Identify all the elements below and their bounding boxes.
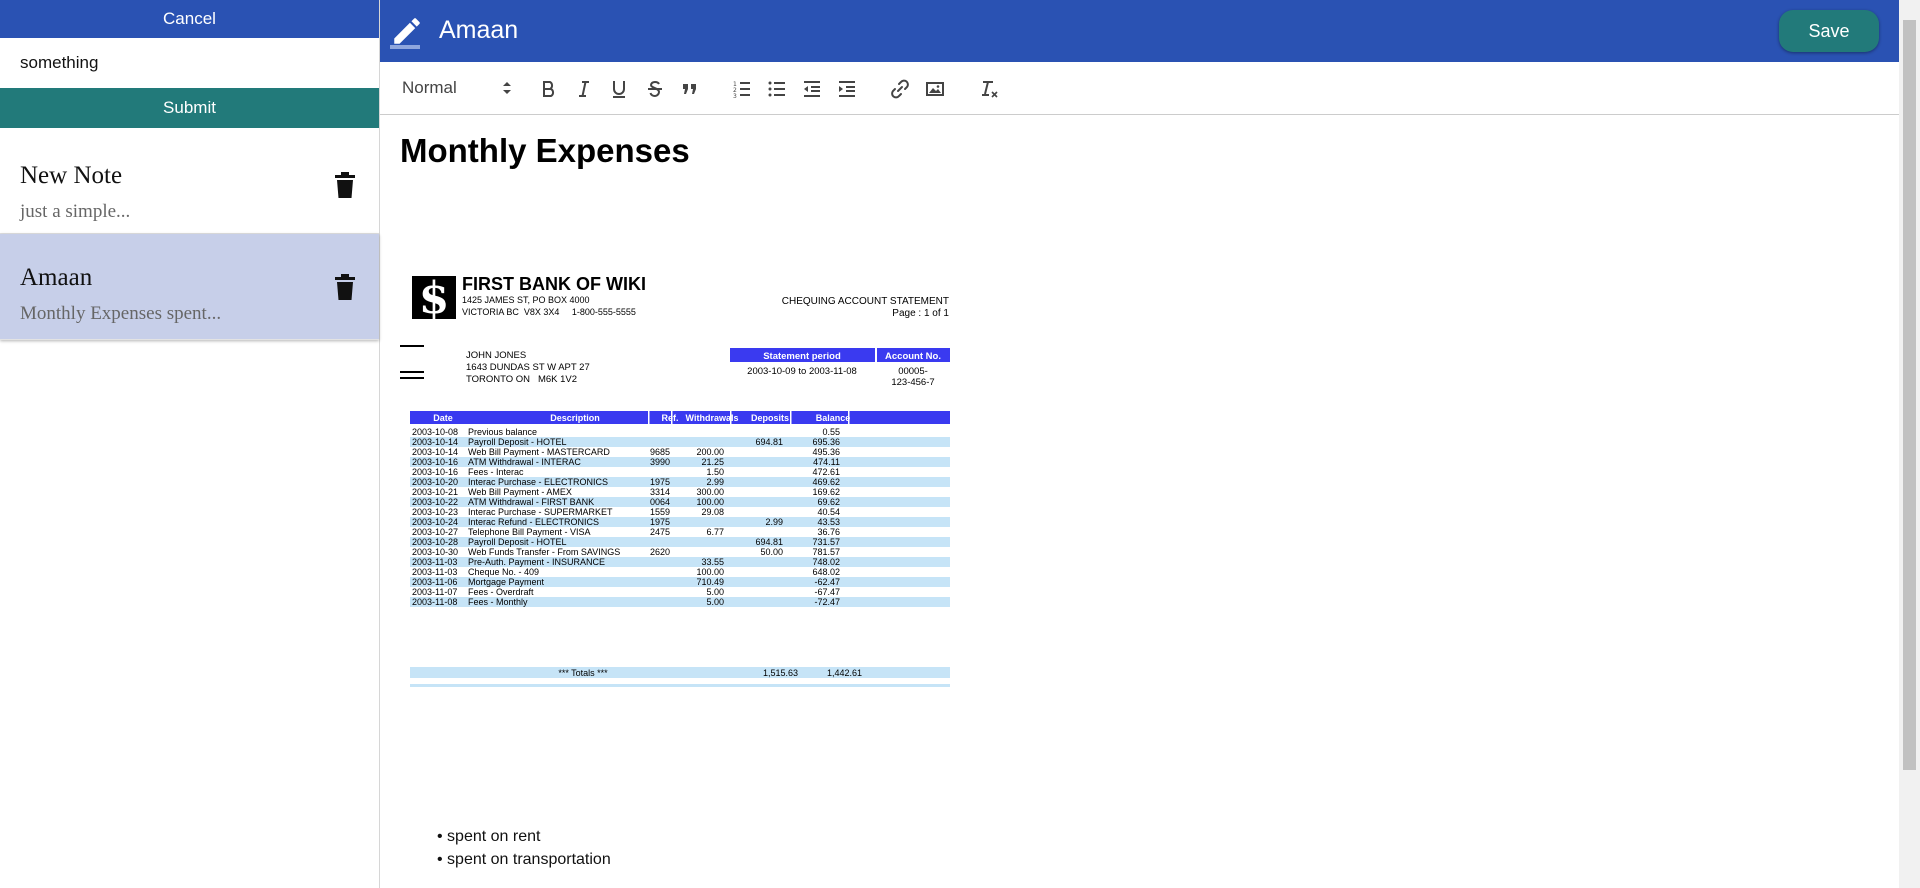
statement-cell: 2003-10-14 [412,437,459,447]
statement-cell: 100.00 [696,567,724,577]
outdent-icon [802,79,822,99]
scrollbar-thumb[interactable] [1903,20,1916,770]
bank-statement-image [400,257,950,687]
statement-cell: 2003-11-03 [412,557,458,567]
indent-icon [837,79,857,99]
statement-cell: Web Bill Payment - AMEX [468,487,572,497]
statement-cell: 2475 [650,527,671,537]
note-heading: Amaan [439,16,519,44]
indent-button[interactable] [834,76,860,102]
image-button[interactable] [922,76,948,102]
account-header: Account No. [885,351,941,362]
underline-button[interactable] [606,76,632,102]
statement-cell: 2003-10-16 [412,457,459,467]
statement-cell: Web Bill Payment - MASTERCARD [468,447,610,457]
statement-cell: 694.81 [755,437,783,447]
statement-cell: 2003-10-22 [412,497,459,507]
fold-mark [400,371,424,373]
statement-cell: 495.36 [812,447,840,457]
strike-button[interactable] [642,76,668,102]
total-withdrawals: 1,515.63 [762,668,798,678]
statement-cell: 2003-10-14 [412,447,459,457]
statement-period: 2003-10-09 to 2003-11-08 [747,366,857,377]
ordered-list-icon [732,79,752,99]
trash-icon[interactable] [334,172,356,198]
statement-cell: -72.47 [814,597,840,607]
account-number-2: 123-456-7 [891,377,935,388]
statement-cell: -62.47 [814,577,840,587]
column-header: Deposits [750,413,790,423]
statement-cell: 731.57 [812,537,840,547]
note-item-preview: Monthly Expenses spent... [20,303,222,324]
bank-address-line-1: 1425 JAMES ST, PO BOX 4000 [462,295,590,305]
italic-button[interactable] [571,76,597,102]
statement-cell: Interac Purchase - SUPERMARKET [468,507,613,517]
format-select-value: Normal [402,78,457,97]
statement-cell: 648.02 [812,567,840,577]
statement-cell: 36.76 [817,527,840,537]
statement-cell: 748.02 [812,557,840,567]
statement-cell: 710.49 [696,577,724,587]
statement-cell: 5.00 [706,587,724,597]
format-select[interactable] [402,76,512,100]
statement-cell: Fees - Interac [468,467,524,477]
notes-sidebar [0,0,380,888]
customer-address-line-1: 1643 DUNDAS ST W APT 27 [466,362,590,373]
quote-icon [680,79,700,99]
statement-cell: 2003-10-30 [412,547,459,557]
column-header: Balance [815,413,851,423]
statement-cell: 33.55 [701,557,724,567]
blockquote-button[interactable] [677,76,703,102]
statement-cell: 2003-10-23 [412,507,459,517]
customer-address-line-2: TORONTO ON M6K 1V2 [466,374,578,385]
statement-cell: 100.00 [696,497,724,507]
statement-cell: Fees - Monthly [468,597,528,607]
statement-cell: 2003-11-06 [412,577,458,587]
outdent-button[interactable] [799,76,825,102]
statement-cell: 2003-10-21 [412,487,459,497]
statement-cell: 43.53 [817,517,840,527]
statement-cell: 2.99 [765,517,783,527]
clear-formatting-icon [980,79,1000,99]
bold-button[interactable] [536,76,562,102]
column-header: Ref. [661,413,679,423]
italic-icon [574,79,594,99]
select-arrows-icon [502,80,512,96]
statement-cell: 1975 [650,477,671,487]
note-list-item-active[interactable] [0,234,379,340]
statement-cell: -67.47 [814,587,840,597]
note-title-input[interactable] [0,38,379,88]
editor-content[interactable] [380,115,1899,888]
document-title: Monthly Expenses [400,132,690,169]
page-scrollbar[interactable] [1899,0,1920,888]
statement-cell: 694.81 [755,537,783,547]
fold-mark [400,345,424,347]
statement-cell: 781.57 [812,547,840,557]
column-separator [648,411,650,424]
statement-cell: 300.00 [696,487,724,497]
statement-cell: Payroll Deposit - HOTEL [468,437,567,447]
statement-cell: Fees - Overdraft [468,587,534,597]
statement-cell: Payroll Deposit - HOTEL [468,537,567,547]
statement-cell: 474.11 [813,457,840,467]
statement-cell: Interac Refund - ELECTRONICS [468,517,600,527]
note-item-title: Amaan [20,264,93,291]
note-item-preview: just a simple... [20,201,131,222]
bullet-list-icon [767,79,787,99]
statement-cell: ATM Withdrawal - INTERAC [468,457,581,467]
statement-cell: 2003-10-08 [412,427,459,437]
period-header: Statement period [763,351,841,362]
statement-cell: 50.00 [760,547,783,557]
trash-icon[interactable] [334,274,356,300]
link-button[interactable] [887,76,913,102]
bold-icon [539,79,559,99]
svg-text:$: $ [418,273,450,324]
strikethrough-icon [645,79,665,99]
account-number-1: 00005- [898,366,928,377]
statement-cell: 29.08 [701,507,724,517]
save-button[interactable]: Save [1779,10,1879,52]
column-header: Description [550,413,600,423]
ordered-list-button[interactable] [729,76,755,102]
statement-cell: 2003-11-07 [412,587,458,597]
image-icon [925,79,945,99]
underline-icon [609,79,629,99]
statement-cell: 200.00 [696,447,724,457]
statement-cell: 2.99 [706,477,724,487]
clear-format-button[interactable] [977,76,1003,102]
svg-text:3: 3 [733,93,737,99]
statement-cell: 9685 [650,447,671,457]
bank-logo-icon [412,273,456,324]
statement-cell: Pre-Auth. Payment - INSURANCE [468,557,606,567]
link-icon [890,79,910,99]
customer-name: JOHN JONES [466,350,527,361]
total-deposits: 1,442.61 [826,668,862,678]
statement-cell: 40.54 [817,507,840,517]
statement-cell: Cheque No. - 409 [468,567,540,577]
statement-cell: 472.61 [812,467,840,477]
totals-label: *** Totals *** [558,668,608,678]
bullet-item: • spent on rent [437,825,611,848]
statement-cell: 2003-10-16 [412,467,459,477]
statement-type: CHEQUING ACCOUNT STATEMENT [781,296,949,307]
statement-cell: 2003-10-24 [412,517,459,527]
statement-cell: 1.50 [706,467,724,477]
statement-cell: 695.36 [812,437,840,447]
statement-cell: 6.77 [706,527,724,537]
note-item-title: New Note [20,162,123,189]
statement-cell: 2003-10-27 [412,527,459,537]
statement-cell: 5.00 [706,597,724,607]
statement-cell: Web Funds Transfer - From SAVINGS [468,547,621,557]
statement-cell: Telephone Bill Payment - VISA [468,527,591,537]
note-list-item[interactable] [0,128,379,234]
statement-cell: 1559 [650,507,671,517]
statement-cell: 469.62 [812,477,840,487]
statement-cell: 2003-11-03 [412,567,458,577]
statement-cell: 3314 [650,487,671,497]
svg-text:2: 2 [733,87,737,94]
statement-cell: Mortgage Payment [468,577,545,587]
statement-cell: Interac Purchase - ELECTRONICS [468,477,609,487]
statement-cell: 2003-10-20 [412,477,459,487]
statement-cell: ATM Withdrawal - FIRST BANK [468,497,595,507]
bank-name: FIRST BANK OF WIKI [462,274,646,294]
statement-cell: 21.25 [701,457,724,467]
column-header: Withdrawals [685,413,739,423]
statement-cell: 0.55 [822,427,840,437]
svg-text:1: 1 [733,81,737,88]
statement-cell: 1975 [650,517,671,527]
pencil-underline [390,45,420,49]
cancel-button[interactable]: Cancel [0,0,379,38]
column-separator [790,411,792,424]
bullet-item: • spent on transportation [437,848,611,871]
statement-cell: 0064 [650,497,671,507]
statement-cell: 69.62 [817,497,840,507]
statement-cell: 3990 [650,457,671,467]
bullet-list [437,825,611,871]
editor-header [380,0,1899,62]
bullet-list-button[interactable] [764,76,790,102]
statement-cell: 169.62 [812,487,840,497]
statement-page: Page : 1 of 1 [892,308,949,319]
column-header: Date [433,413,453,423]
bank-address-line-2: VICTORIA BC V8X 3X4 1-800-555-5555 [462,307,636,317]
statement-cell: 2003-11-08 [412,597,458,607]
pencil-icon [390,14,424,48]
statement-cell: 2003-10-28 [412,537,459,547]
statement-cell: 2620 [650,547,671,557]
statement-cell: Previous balance [468,427,538,437]
editor-toolbar [380,62,1899,115]
fold-mark [400,377,424,379]
submit-button[interactable]: Submit [0,88,379,128]
